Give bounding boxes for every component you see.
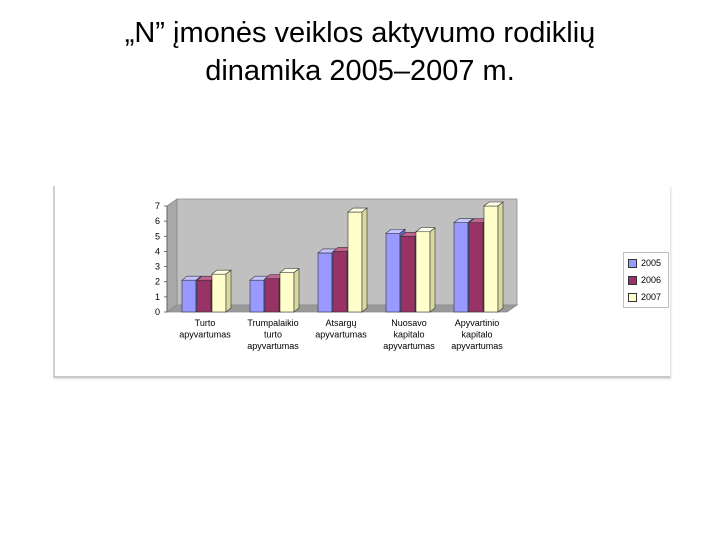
bar-2006 <box>265 279 279 312</box>
legend-item-2005 <box>628 257 661 269</box>
x-category-label-line: Apyvartinio <box>454 318 500 328</box>
bar-2007 <box>484 206 498 312</box>
chart-legend <box>623 252 669 308</box>
x-category-label-line: apyvartumas <box>247 341 299 351</box>
y-tick-label: 2 <box>154 276 160 287</box>
legend-swatch-2006 <box>628 276 637 285</box>
bar-2007 <box>416 232 430 312</box>
slide-title-line1: „N” įmonės veiklos aktyvumo rodiklių <box>124 17 596 49</box>
x-category-label-line: Atsargų <box>325 318 357 328</box>
x-category-label <box>179 318 231 340</box>
bar-2005 <box>318 253 332 312</box>
x-category-label-line: kapitalo <box>393 329 425 340</box>
x-category-label-line: Turto <box>194 318 216 328</box>
y-tick-label: 3 <box>154 261 160 272</box>
x-category-label-line: apyvartumas <box>315 329 367 340</box>
y-tick-label: 1 <box>154 291 160 302</box>
bar-2006 <box>333 251 347 312</box>
bar-2005 <box>182 280 196 312</box>
slide-title <box>0 14 720 90</box>
bar-2007 <box>212 274 226 312</box>
x-category-label-line: Trumpalaikio <box>247 318 299 328</box>
legend-item-2006 <box>628 274 661 286</box>
x-category-label-line: kapitalo <box>461 329 493 340</box>
bar-2005 <box>250 280 264 312</box>
x-category-label-line: Nuosavo <box>391 318 427 328</box>
bar-2006 <box>469 223 483 312</box>
legend-label-2006: 2006 <box>641 275 662 285</box>
y-tick-label: 0 <box>154 307 160 317</box>
bar-side-2007 <box>362 208 367 312</box>
bar-2006 <box>401 236 415 312</box>
x-category-label-line: apyvartumas <box>451 341 503 351</box>
y-tick-label: 6 <box>154 216 160 227</box>
bar-side-2007 <box>226 270 231 312</box>
bar-2005 <box>386 233 400 312</box>
x-category-label-line: turto <box>263 329 283 340</box>
x-category-label-line: apyvartumas <box>383 341 435 351</box>
slide-title-line2: dinamika 2005–2007 m. <box>205 55 515 87</box>
y-tick-label: 4 <box>154 246 160 257</box>
y-tick-label: 7 <box>154 201 160 211</box>
bar-2007 <box>348 212 362 312</box>
legend-item-2007 <box>628 291 661 303</box>
x-category-label <box>451 318 503 351</box>
legend-swatch-2005 <box>628 259 637 268</box>
bar-2007 <box>280 273 294 312</box>
legend-label-2007: 2007 <box>641 292 662 302</box>
chart-side-wall <box>167 199 177 312</box>
x-category-label-line: apyvartumas <box>179 329 231 340</box>
chart-frame <box>53 186 670 378</box>
legend-label-2005: 2005 <box>641 258 662 268</box>
bar-side-2007 <box>430 228 435 312</box>
x-category-label <box>383 318 435 351</box>
bar-2005 <box>454 223 468 312</box>
bar-side-2007 <box>498 202 503 312</box>
bar-chart <box>55 186 670 376</box>
x-category-label <box>315 318 367 340</box>
bar-side-2007 <box>294 269 299 312</box>
bar-2006 <box>197 280 211 312</box>
legend-swatch-2007 <box>628 293 637 302</box>
x-category-label <box>247 318 299 351</box>
y-tick-label: 5 <box>154 231 160 242</box>
